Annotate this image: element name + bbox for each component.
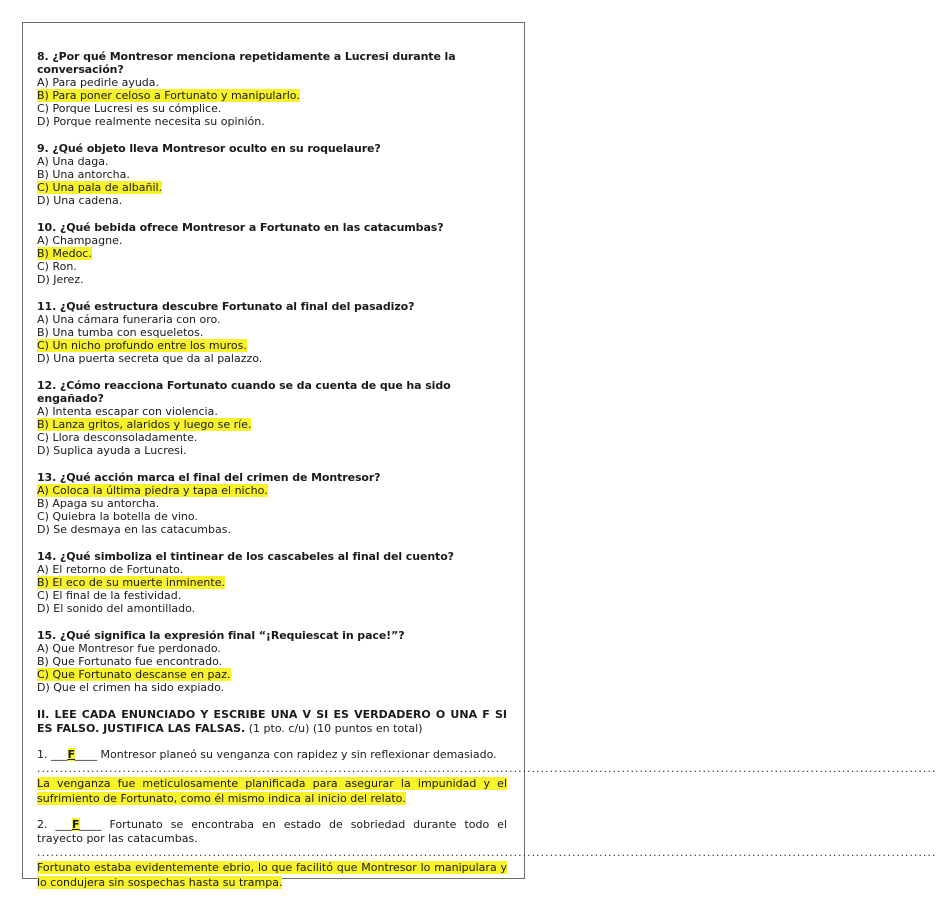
option-text: C) Quiebra la botella de vino. <box>37 510 198 523</box>
tf-statement: 1. ___F____ Montresor planeó su venganza con rapidez y sin reflexionar demasiado. <box>37 748 497 761</box>
statement-text: Fortunato se encontraba en estado de sobriedad durante todo el trayecto por las catacumbas. <box>37 818 508 845</box>
question-block <box>37 379 507 457</box>
option-text: D) Una puerta secreta que da al palazzo. <box>37 352 263 365</box>
answer-option-highlighted <box>37 668 507 681</box>
option-text: D) Porque realmente necesita su opinión. <box>37 115 265 128</box>
answer-option <box>37 497 507 510</box>
option-text: B) Apaga su antorcha. <box>37 497 160 510</box>
answer-option <box>37 260 507 273</box>
answer-option <box>37 563 507 576</box>
statement-number: 1. <box>37 748 48 761</box>
answer-option-highlighted <box>37 247 507 260</box>
option-text: C) Un nicho profundo entre los muros. <box>37 339 247 352</box>
option-text: B) Medoc. <box>37 247 92 260</box>
answer-option-highlighted <box>37 418 507 431</box>
tf-item-list <box>37 748 936 890</box>
option-text: D) El sonido del amontillado. <box>37 602 196 615</box>
question-block <box>37 300 507 365</box>
option-text: D) Una cadena. <box>37 194 123 207</box>
option-text: B) Que Fortunato fue encontrado. <box>37 655 223 668</box>
option-text: B) Lanza gritos, alaridos y luego se ríe. <box>37 418 252 431</box>
answer-option <box>37 655 507 668</box>
answer-option <box>37 76 507 89</box>
section-title: II. LEE CADA ENUNCIADO Y ESCRIBE UNA V SI ES VERDADERO O UNA F SI ES FALSO. JUSTIFICA LAS FALSAS. <box>37 708 507 735</box>
dotted-line: ........................................................................................................................................................................................................ <box>37 762 936 775</box>
option-text: B) Una tumba con esqueletos. <box>37 326 204 339</box>
question-block <box>37 142 507 207</box>
question-block <box>37 550 507 615</box>
answer-option <box>37 194 507 207</box>
answer-option <box>37 405 507 418</box>
answer-option <box>37 431 507 444</box>
worksheet-content <box>37 50 936 890</box>
question-title: 8. ¿Por qué Montresor menciona repetidamente a Lucresi durante la conversación? <box>37 50 456 76</box>
option-text: A) Champagne. <box>37 234 123 247</box>
question-block <box>37 221 507 286</box>
dotted-line: ........................................................................................................................................................................................................ <box>37 846 936 859</box>
option-text: A) Intenta escapar con violencia. <box>37 405 218 418</box>
question-block <box>37 471 507 536</box>
question-title: 13. ¿Qué acción marca el final del crimen de Montresor? <box>37 471 381 484</box>
answer-option <box>37 589 507 602</box>
justification-answer <box>37 776 507 806</box>
option-text: A) Una cámara funeraria con oro. <box>37 313 221 326</box>
question-title: 15. ¿Qué significa la expresión final “¡Requiescat in pace!”? <box>37 629 405 642</box>
answer-option <box>37 102 507 115</box>
option-text: A) Que Montresor fue perdonado. <box>37 642 221 655</box>
tf-answer: F <box>67 748 76 761</box>
justification-text: Fortunato estaba evidentemente ebrio, lo que facilitó que Montresor lo manipulara y lo condujera sin sospechas hasta su trampa. <box>37 861 507 889</box>
question-title: 9. ¿Qué objeto lleva Montresor oculto en su roquelaure? <box>37 142 381 155</box>
answer-option <box>37 352 507 365</box>
option-text: A) El retorno de Fortunato. <box>37 563 184 576</box>
answer-option <box>37 326 507 339</box>
justification-text: La venganza fue meticulosamente planificada para asegurar la impunidad y el sufrimiento de Fortunato, como él mismo indica al inicio del relato. <box>37 777 507 805</box>
section-heading <box>37 708 507 736</box>
answer-option <box>37 273 507 286</box>
answer-option <box>37 115 507 128</box>
option-text: C) Porque Lucresi es su cómplice. <box>37 102 222 115</box>
question-block <box>37 50 507 128</box>
section-true-false <box>37 708 936 890</box>
option-text: C) Ron. <box>37 260 77 273</box>
option-text: D) Jerez. <box>37 273 84 286</box>
answer-option-highlighted <box>37 181 507 194</box>
question-title: 14. ¿Qué simboliza el tintinear de los cascabeles al final del cuento? <box>37 550 454 563</box>
answer-option-highlighted <box>37 89 507 102</box>
option-text: D) Se desmaya en las catacumbas. <box>37 523 231 536</box>
answer-option-highlighted <box>37 339 507 352</box>
tf-answer: F <box>72 818 80 831</box>
answer-option <box>37 155 507 168</box>
answer-option <box>37 168 507 181</box>
statement-number: 2. <box>37 818 48 831</box>
option-text: D) Que el crimen ha sido expiado. <box>37 681 225 694</box>
tf-statement: 2. ___F____ Fortunato se encontraba en estado de sobriedad durante todo el trayecto por las catacumbas. <box>37 818 508 845</box>
section-points: (1 pto. c/u) (10 puntos en total) <box>245 722 423 735</box>
answer-option <box>37 681 507 694</box>
option-text: C) Una pala de albañil. <box>37 181 163 194</box>
option-text: D) Suplica ayuda a Lucresi. <box>37 444 187 457</box>
statement-text: Montresor planeó su venganza con rapidez y sin reflexionar demasiado. <box>100 748 497 761</box>
answer-option <box>37 602 507 615</box>
answer-option <box>37 234 507 247</box>
question-title: 10. ¿Qué bebida ofrece Montresor a Fortunato en las catacumbas? <box>37 221 444 234</box>
option-text: C) Que Fortunato descanse en paz. <box>37 668 231 681</box>
question-title: 11. ¿Qué estructura descubre Fortunato al final del pasadizo? <box>37 300 415 313</box>
answer-option-highlighted <box>37 576 507 589</box>
option-text: A) Coloca la última piedra y tapa el nicho. <box>37 484 268 497</box>
answer-option <box>37 510 507 523</box>
question-block <box>37 629 507 694</box>
option-text: A) Una daga. <box>37 155 109 168</box>
option-text: C) El final de la festividad. <box>37 589 182 602</box>
option-text: B) El eco de su muerte inminente. <box>37 576 225 589</box>
option-text: B) Una antorcha. <box>37 168 130 181</box>
justification-answer <box>37 860 507 890</box>
answer-option <box>37 523 507 536</box>
option-text: C) Llora desconsoladamente. <box>37 431 198 444</box>
answer-option <box>37 444 507 457</box>
answer-option <box>37 313 507 326</box>
answer-option-highlighted <box>37 484 507 497</box>
question-title: 12. ¿Cómo reacciona Fortunato cuando se da cuenta de que ha sido engañado? <box>37 379 451 405</box>
question-list <box>37 50 507 694</box>
option-text: B) Para poner celoso a Fortunato y manipularlo. <box>37 89 300 102</box>
option-text: A) Para pedirle ayuda. <box>37 76 160 89</box>
answer-option <box>37 642 507 655</box>
